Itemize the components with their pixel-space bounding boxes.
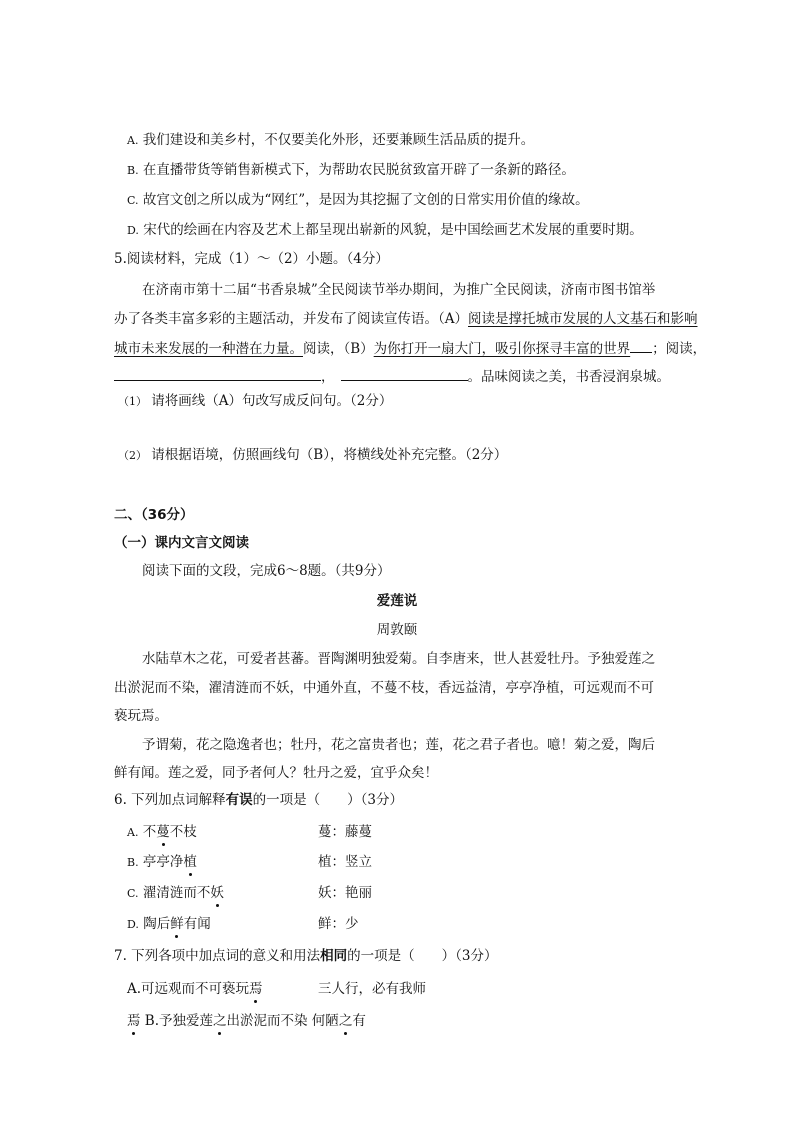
option-letter: C. [127, 194, 139, 207]
q5-text: 办了各类丰富多彩的主题活动，并发布了阅读宣传语。（A） [114, 311, 468, 327]
option-letter: B. [127, 856, 139, 869]
option-text: A.可远观而不可亵玩 [127, 981, 250, 997]
q6-option-d [127, 915, 211, 934]
sub-number: （2） [118, 449, 147, 462]
q7-stem-text-end: 的一项是（ ）（3分） [347, 948, 498, 964]
q5-text: 阅读，（B） [303, 341, 374, 357]
option-text: 亭亭净 [142, 854, 184, 870]
underlined-sentence-b: 为你打开一扇大门，吸引你探寻丰富的世界 [373, 341, 631, 357]
q5-text: 。品味阅读之美，书香浸润泉城。 [467, 369, 670, 385]
sub-text: 请根据语境，仿照画线句（B），将横线处补充完整。（2分） [151, 447, 508, 463]
fill-blank-2[interactable] [341, 366, 468, 381]
q5-sub-1 [118, 392, 392, 411]
option-text-end: 不枝 [169, 824, 197, 840]
option-letter: D. [127, 918, 139, 931]
sub-text: 请将画线（A）句改写成反问句。（2分） [151, 393, 393, 409]
q5-para-line-2 [114, 310, 698, 328]
q6-stem [114, 791, 403, 809]
q5-text: ；阅读， [652, 341, 707, 357]
option-letter: B. [127, 164, 139, 177]
q7-stem-emphasis: 相同 [320, 948, 348, 964]
essay-para-2-line-2: 鲜有闻。莲之爱，同予者何人？牡丹之爱，宜乎众矣！ [114, 765, 438, 781]
option-text: 濯清涟而不 [142, 885, 211, 901]
option-letter: A. [127, 134, 139, 147]
underlined-sentence-a: 阅读是撑托城市发展的人文基石和影响 [468, 311, 698, 327]
q6-option-b [127, 853, 197, 872]
dotted-word: 鲜 [170, 916, 184, 932]
fill-blank-1[interactable] [114, 366, 321, 381]
essay-para-1-line-3: 亵玩焉。 [114, 708, 168, 724]
q6-option-a [127, 823, 197, 842]
q7-option-a-right: 三人行，必有我师 [318, 981, 426, 997]
option-text: B.予独爱莲 [140, 1013, 214, 1029]
option-text-end: 有 [352, 1013, 366, 1029]
option-text-end: 有闻 [183, 916, 211, 932]
q5-text: ， [321, 369, 335, 385]
dotted-word: 蔓 [156, 824, 170, 840]
q6-stem-text: 6. 下列加点词解释 [114, 792, 226, 808]
dotted-word: 植 [183, 854, 197, 870]
essay-para-1-line-1: 水陆草木之花，可爱者甚蕃。晋陶渊明独爱菊。自李唐来，世人甚爱牡丹。予独爱莲之 [142, 651, 655, 667]
q4-option-a [127, 131, 534, 150]
option-text: 出淤泥而不染 何陋 [226, 1013, 339, 1029]
option-letter: C. [127, 887, 139, 900]
section-subtitle: （一）课内文言文阅读 [114, 535, 249, 551]
option-text: 不 [142, 824, 157, 840]
dotted-word: 之 [213, 1013, 227, 1029]
q7-stem [114, 947, 498, 965]
q6-option-d-explanation: 鲜：少 [318, 916, 359, 932]
q7-option-b-line [127, 1012, 366, 1030]
q7-option-a [127, 980, 263, 998]
section-title: 二、（36分） [114, 507, 194, 523]
section-instruction: 阅读下面的文段，完成6～8题。（共9分） [142, 563, 391, 579]
underlined-sentence-a-end: 城市未来发展的一种潜在力量。 [114, 341, 303, 357]
q5-para-line-4 [114, 366, 670, 386]
q7-stem-text: 7. 下列各项中加点词的意义和用法 [114, 948, 321, 964]
dotted-word: 焉 [249, 981, 263, 997]
dotted-word: 之 [338, 1013, 353, 1029]
underline-gap [630, 338, 652, 353]
option-letter: D. [127, 224, 139, 237]
option-text: 宋代的绘画在内容及艺术上都呈现出崭新的风貌，是中国绘画艺术发展的重要时期。 [143, 222, 643, 238]
dotted-word: 妖 [210, 885, 224, 901]
option-text: 陶后 [143, 916, 171, 932]
essay-title: 爱莲说 [376, 593, 418, 609]
option-text: 我们建设和美乡村，不仅要美化外形，还要兼顾生活品质的提升。 [142, 132, 535, 148]
dotted-word: 焉 [127, 1013, 141, 1029]
essay-para-2-line-1: 予谓菊，花之隐逸者也；牡丹，花之富贵者也；莲，花之君子者也。噫！菊之爱，陶后 [142, 737, 655, 753]
q4-option-d [127, 221, 643, 240]
q6-option-a-explanation: 蔓：藤蔓 [318, 824, 372, 840]
q5-para-line-1: 在济南市第十二届“书香泉城”全民阅读节举办期间，为推广全民阅读，济南市图书馆举 [142, 282, 656, 298]
q4-option-c [127, 191, 589, 210]
q5-para-line-3 [114, 338, 706, 358]
option-letter: A. [127, 826, 139, 839]
essay-author: 周敦颐 [376, 622, 418, 638]
q5-sub-2 [118, 446, 507, 465]
q6-stem-emphasis: 有误 [225, 792, 253, 808]
sub-number: （1） [118, 395, 147, 408]
option-text: 故宫文创之所以成为“网红”，是因为其挖掘了文创的日常实用价值的缘故。 [142, 192, 589, 208]
q6-option-c-explanation: 妖：艳丽 [318, 885, 372, 901]
q6-stem-text-end: 的一项是（ ）（3分） [252, 792, 404, 808]
q6-option-c [127, 884, 224, 903]
q6-option-b-explanation: 植：竖立 [318, 854, 372, 870]
option-text: 在直播带货等销售新模式下，为帮助农民脱贫致富开辟了一条新的路径。 [142, 162, 575, 178]
q5-stem: 5.阅读材料，完成（1）～（2）小题。（4分） [114, 251, 389, 267]
q4-option-b [127, 161, 575, 180]
essay-para-1-line-2: 出淤泥而不染，濯清涟而不妖，中通外直，不蔓不枝，香远益清，亭亭净植，可远观而不可 [114, 680, 654, 696]
